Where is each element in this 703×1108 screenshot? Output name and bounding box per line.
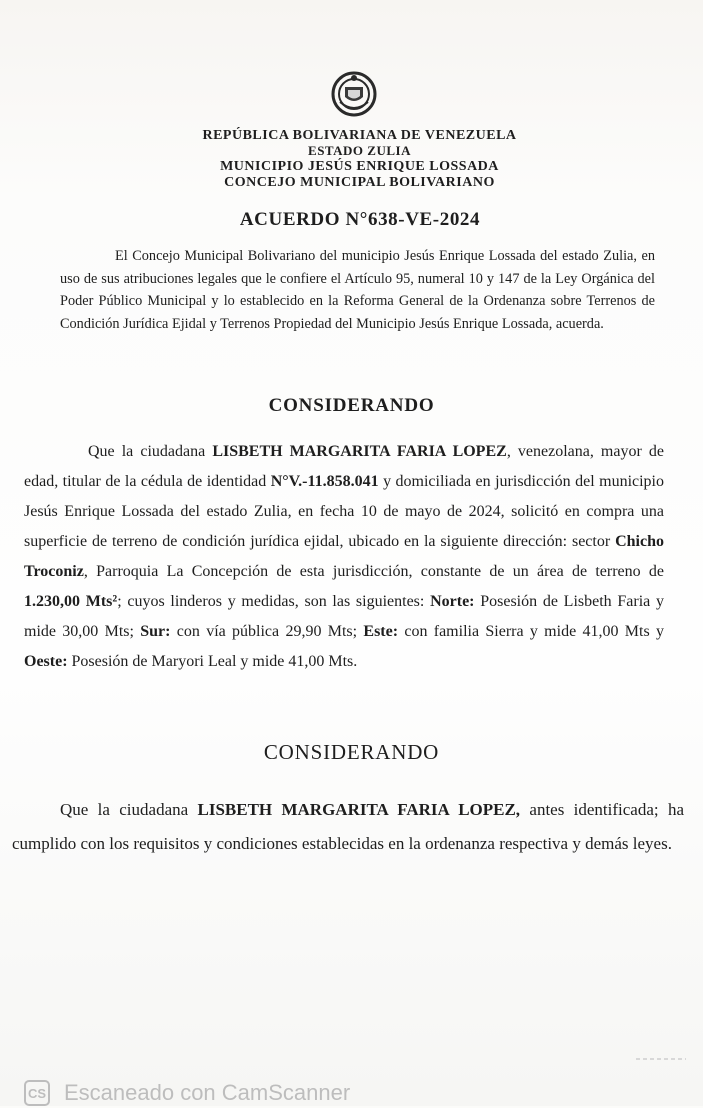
- text-segment: , venezolana, mayor de edad, titular de la cédula de identidad: [24, 443, 664, 490]
- boundary-west: Posesión de Maryori Leal y mide 41,00 Mts.: [67, 653, 358, 670]
- text-segment: antes identificada; ha cumplido con los requisitos y condiciones establecidas en la ordenanza respectiva y demás leyes.: [12, 800, 684, 853]
- header-state: ESTADO ZULIA: [308, 143, 411, 158]
- header-municipality: MUNICIPIO JESÚS ENRIQUE LOSSADA: [220, 159, 499, 174]
- municipal-seal-icon: [330, 70, 378, 118]
- id-number: N°V.-11.858.041: [270, 473, 379, 490]
- considerando-heading-2: CONSIDERANDO: [263, 740, 440, 764]
- boundary-north-label: Norte:: [430, 593, 475, 610]
- boundary-south-label: Sur:: [140, 623, 171, 640]
- sector-name: Chicho Troconiz: [24, 533, 664, 580]
- considerando-heading-1: CONSIDERANDO: [268, 395, 435, 416]
- considerando-paragraph-1: [24, 437, 664, 677]
- text-segment: Que la ciudadana: [60, 800, 198, 819]
- boundary-east-label: Este:: [363, 623, 399, 640]
- considerando-paragraph-2: [12, 793, 684, 861]
- watermark-text: Escaneado con CamScanner: [64, 1080, 351, 1105]
- boundary-south: con vía pública 29,90 Mts;: [170, 623, 364, 640]
- text-segment: y domiciliada en jurisdicción del municipio Jesús Enrique Lossada del estado Zulia, en fecha 10 de mayo de 2024, solicitó en compra una superficie de terreno de condición jurídica ejidal, ubicado en la siguiente dirección: sector: [24, 473, 665, 550]
- citizen-name: LISBETH MARGARITA FARIA LOPEZ: [212, 443, 507, 460]
- intro-paragraph: El Concejo Municipal Bolivariano del municipio Jesús Enrique Lossada del estado Zulia, en uso de sus atribuciones legales que le confiere el Artículo 95, numeral 10 y 147 de la Ley Orgánica del Poder Público Municipal y lo establecido en la Reforma General de la Ordenanza sobre Terrenos de Condición Jurídica Ejidal y Terrenos Propiedad del Municipio Jesús Enrique Lossada, acuerda.: [60, 248, 655, 332]
- citizen-name: LISBETH MARGARITA FARIA LOPEZ,: [197, 800, 521, 819]
- text-segment: , Parroquia La Concepción de esta jurisdicción, constante de un área de terreno de: [83, 563, 664, 580]
- land-area: 1.230,00 Mts²: [24, 593, 118, 610]
- camscanner-icon: CS: [24, 1080, 50, 1106]
- text-segment: ; cuyos linderos y medidas, son las siguientes:: [117, 593, 431, 610]
- boundary-east: con familia Sierra y mide 41,00 Mts y: [398, 623, 664, 640]
- scan-artifact: [636, 1058, 686, 1060]
- header-council: CONCEJO MUNICIPAL BOLIVARIANO: [224, 175, 495, 190]
- header-republic: REPÚBLICA BOLIVARIANA DE VENEZUELA: [202, 128, 517, 143]
- boundary-west-label: Oeste:: [24, 653, 68, 670]
- agreement-title: ACUERDO N°638-VE-2024: [239, 209, 481, 230]
- camscanner-watermark: [24, 1078, 350, 1108]
- boundary-north: Posesión de Lisbeth Faria y mide 30,00 Mts;: [24, 593, 664, 640]
- text-segment: Que la ciudadana: [88, 443, 213, 460]
